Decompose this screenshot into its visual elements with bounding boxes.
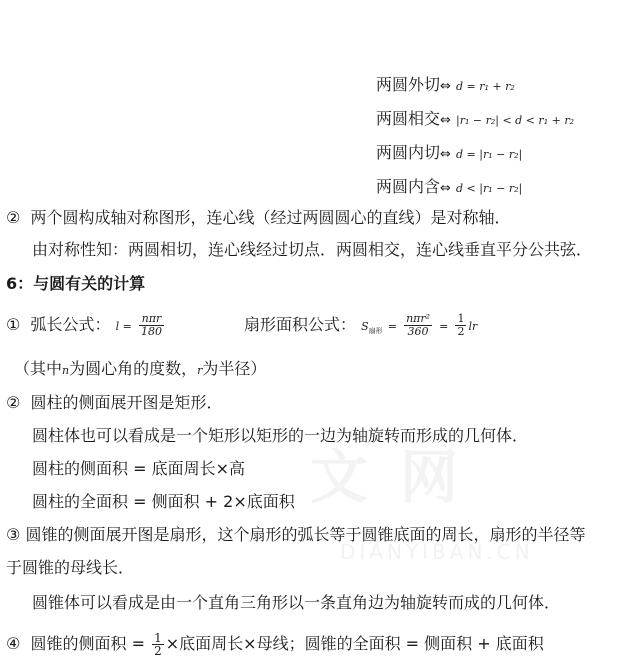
sector-tail: lr [468, 320, 478, 333]
half-num: 1 [457, 312, 465, 325]
condition-formula: d = |r₁ − r₂| [456, 148, 523, 161]
note-line [14, 359, 266, 381]
marker: ② [6, 393, 21, 412]
watermark: 文 网 [310, 443, 465, 511]
cylinder-line4: 圆柱的全面积 = 侧面积 + 2×底面积 [32, 492, 295, 511]
cone-area-line [6, 632, 544, 657]
sector-fraction [404, 313, 432, 338]
marker: ① [6, 315, 21, 334]
equiv-icon: ⇔ [440, 79, 451, 94]
condition-external-tangent [376, 75, 515, 97]
symmetry-text: 两个圆构成轴对称图形，连心线（经过两圆圆心的直线）是对称轴． [30, 208, 511, 227]
sector-eq: = [387, 320, 397, 333]
condition-internal-tangent [376, 143, 522, 165]
condition-label: 两圆内切 [376, 143, 441, 162]
note-mid: 为圆心角的度数， [69, 359, 198, 378]
marker: ② [6, 208, 21, 227]
section-title: 6：与圆有关的计算 [6, 274, 146, 293]
equiv-icon: ⇔ [440, 113, 451, 128]
cone-area-prefix: 圆锥的侧面积 = [30, 634, 146, 653]
cone-line1b: 于圆锥的母线长． [6, 558, 135, 577]
cone-area-suffix: ×底面周长×母线；圆锥的全面积 = 侧面积 + 底面积 [165, 634, 544, 653]
cone-text: 圆锥的侧面展开图是扇形，这个扇形的弧长等于圆锥底面的周长，扇形的半径等 [25, 525, 586, 544]
condition-label: 两圆外切 [376, 75, 441, 94]
cone-half-den: 2 [154, 644, 162, 658]
arc-den: 180 [140, 325, 162, 338]
sector-sub: 扇形 [368, 327, 383, 335]
sector-lhs: S [361, 320, 369, 333]
symmetry-sub: 由对称性知：两圆相切，连心线经过切点．两圆相交，连心线垂直平分公共弦． [32, 240, 593, 259]
arc-label: 弧长公式： [30, 315, 111, 334]
arc-num: nπr [139, 313, 164, 326]
cone-half-fraction [152, 632, 164, 657]
condition-formula: |r₁ − r₂| < d < r₁ + r₂ [456, 114, 574, 127]
half-fraction [455, 313, 466, 338]
condition-intersect [376, 109, 574, 131]
cylinder-text: 圆柱的侧面展开图是矩形． [30, 393, 223, 412]
cone-line1 [6, 525, 585, 545]
arc-lhs: l = [115, 320, 132, 333]
condition-contained [376, 177, 522, 199]
sector-label: 扇形面积公式： [244, 315, 357, 334]
cylinder-line2: 圆柱体也可以看成是一个矩形以矩形的一边为轴旋转而形成的几何体． [32, 426, 529, 445]
arc-line [6, 313, 166, 338]
condition-formula: d < |r₁ − r₂| [456, 182, 523, 195]
condition-formula: d = r₁ + r₂ [456, 80, 515, 93]
equiv-icon: ⇔ [440, 147, 451, 162]
condition-label: 两圆内含 [376, 177, 441, 196]
arc-fraction [139, 313, 164, 338]
marker: ③ [6, 525, 21, 544]
marker: ④ [6, 634, 21, 653]
cone-half-num: 1 [154, 631, 162, 645]
note-n: n [62, 364, 70, 377]
sector-den: 360 [407, 325, 429, 338]
note-r: r [197, 364, 203, 377]
condition-label: 两圆相交 [376, 109, 441, 128]
note-prefix: （其中 [14, 359, 63, 378]
cone-line2: 圆锥体可以看成是由一个直角三角形以一条直角边为轴旋转而成的几何体． [32, 593, 561, 612]
note-suffix: 为半径） [202, 359, 267, 378]
cylinder-line3: 圆柱的侧面积 = 底面周长×高 [32, 459, 245, 478]
symmetry-line [6, 208, 511, 228]
watermark-small: DIANYIBAN.CN [340, 540, 534, 564]
half-den: 2 [457, 325, 465, 338]
equiv-icon: ⇔ [440, 181, 451, 196]
cylinder-line1 [6, 393, 223, 413]
sector-eq2: = [439, 320, 449, 333]
sector-line [244, 313, 477, 341]
sector-num: nπr² [406, 312, 431, 325]
